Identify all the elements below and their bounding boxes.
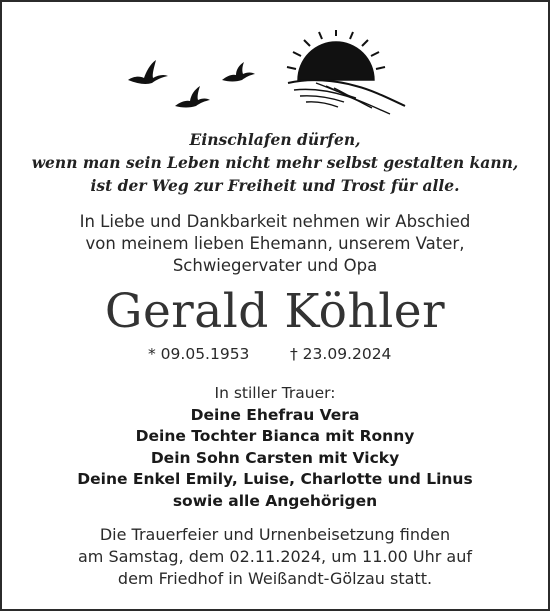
quote-line: Einschlafen dürfen, (189, 130, 361, 149)
death-date: † 23.09.2024 (290, 345, 392, 363)
mourner-line: sowie alle Angehörigen (172, 491, 378, 510)
birds-and-sun-illustration (120, 28, 420, 118)
flying-birds-icon (128, 60, 255, 108)
quote-block (0, 128, 550, 197)
intro-text (0, 211, 550, 277)
deceased-name: Gerald Köhler (104, 284, 446, 339)
intro-line: Schwiegervater und Opa (172, 256, 378, 275)
funeral-line: dem Friedhof in Weißandt-Gölzau statt. (117, 569, 433, 588)
funeral-info (0, 524, 550, 590)
quote-line: ist der Weg zur Freiheit und Trost für alle. (90, 176, 460, 195)
mourner-line: Deine Ehefrau Vera (190, 405, 360, 424)
mourner-line: Dein Sohn Carsten mit Vicky (150, 448, 400, 467)
birth-date: * 09.05.1953 (148, 345, 250, 363)
intro-line: von meinem lieben Ehemann, unserem Vater, (85, 234, 465, 253)
funeral-line: am Samstag, dem 02.11.2024, um 11.00 Uhr auf (77, 547, 472, 566)
mourner-line: Deine Enkel Emily, Luise, Charlotte und Linus (77, 470, 473, 488)
mourners-lead: In stiller Trauer: (214, 384, 336, 402)
quote-line: wenn man sein Leben nicht mehr selbst gestalten kann, (31, 153, 519, 172)
intro-line: In Liebe und Dankbarkeit nehmen wir Abschied (79, 212, 471, 231)
mourner-line: Deine Tochter Bianca mit Ronny (135, 427, 415, 445)
funeral-line: Die Trauerfeier und Urnenbeisetzung finden (99, 525, 451, 544)
mourners-block (0, 383, 550, 512)
rising-sun-icon (287, 30, 405, 114)
